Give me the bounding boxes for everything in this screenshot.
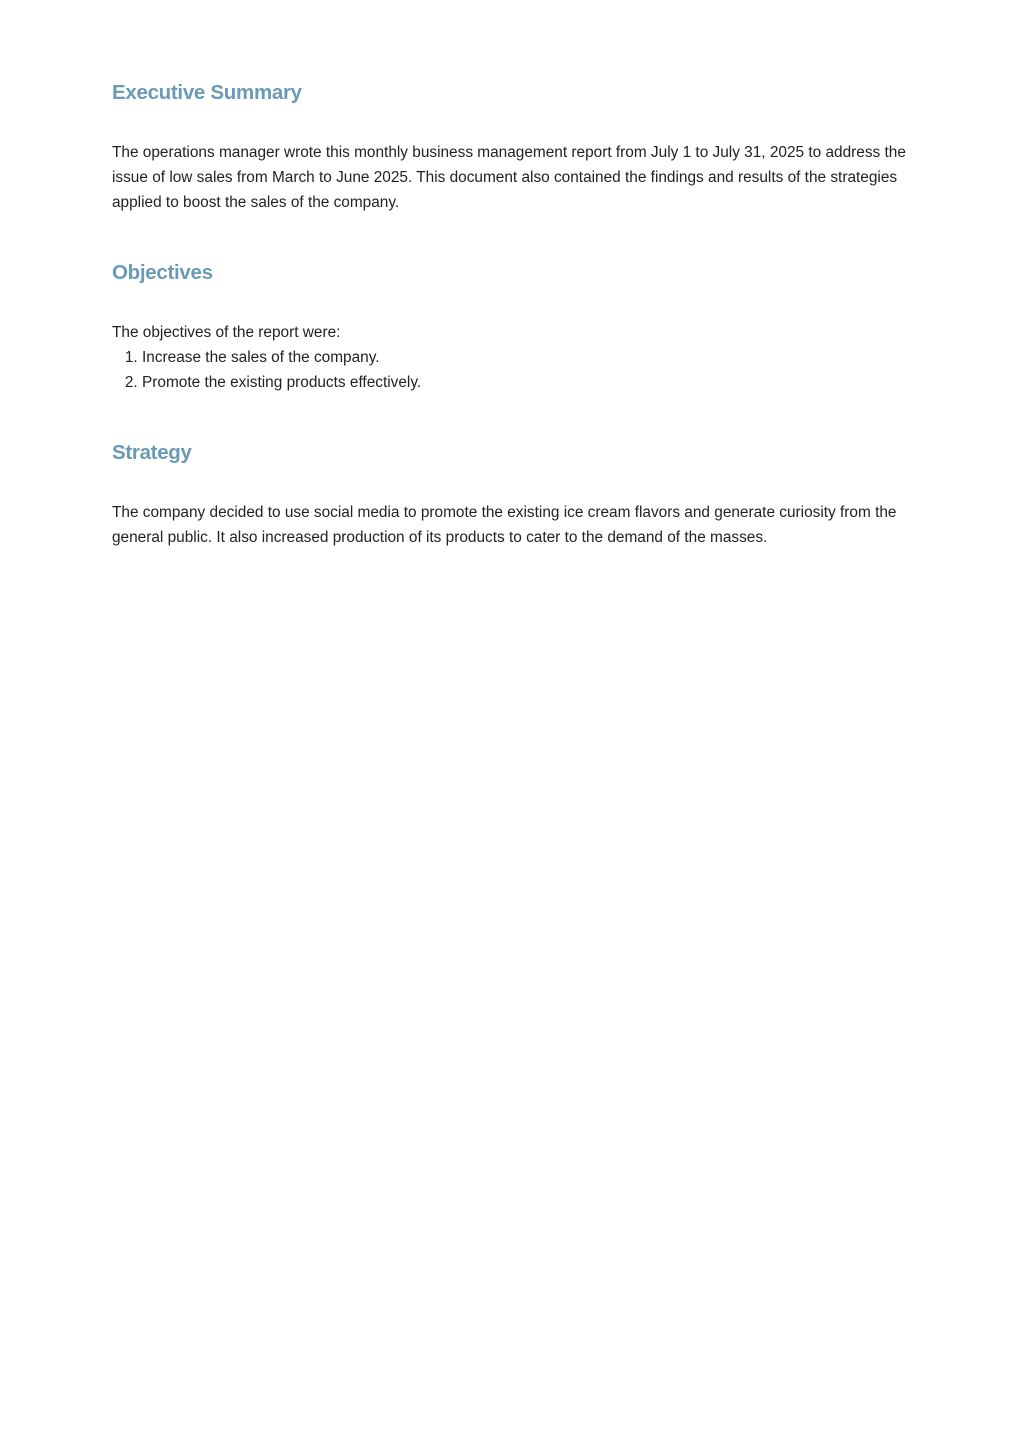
list-item: 2. Promote the existing products effectively. (142, 370, 917, 395)
list-item: 1. Increase the sales of the company. (142, 345, 917, 370)
section-heading-executive-summary: Executive Summary (112, 81, 302, 104)
objectives-intro: The objectives of the report were: (112, 324, 341, 341)
section-heading-objectives: Objectives (112, 261, 213, 284)
section-heading-strategy: Strategy (112, 441, 192, 464)
executive-summary-text: The operations manager wrote this monthly business management report from July 1 to July 31, 2025 to address the issue of low sales from March to June 2025. This document also contained the findings and results of the strategies applied to boost the sales of the company. (112, 144, 906, 211)
objectives-list (112, 345, 917, 395)
strategy-text: The company decided to use social media to promote the existing ice cream flavors and generate curiosity from the general public. It also increased production of its products to cater to the demand of the masses. (112, 504, 897, 546)
